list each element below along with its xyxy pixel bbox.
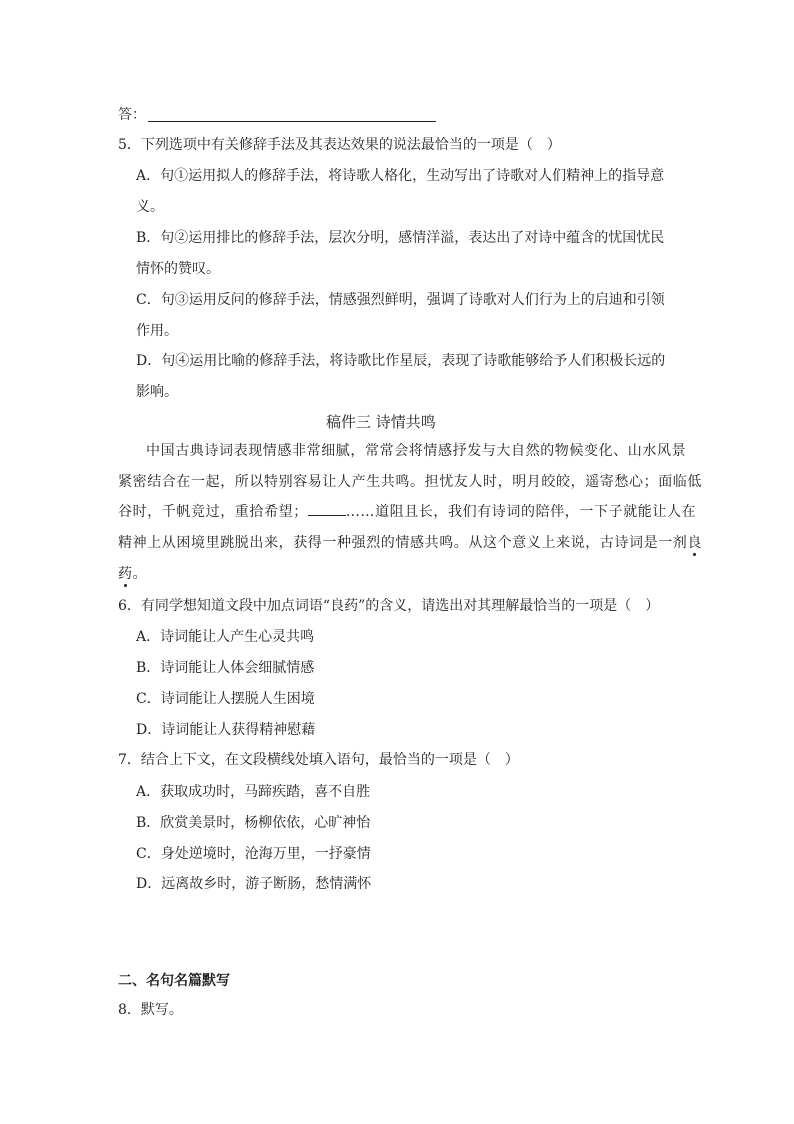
q5-option-a-cont: 义。: [136, 199, 164, 215]
fill-in-blank: [308, 503, 346, 516]
answer-label: 答：: [118, 107, 146, 123]
q6-option-d: D．诗词能让人获得精神慰藉: [136, 722, 316, 738]
passage-line-3-end: ……道阻且长，我们有诗词的陪伴，一下子就能让人在: [345, 504, 697, 520]
passage-line-3-start: 谷时，千帆竞过，重拾希望；: [118, 504, 308, 520]
q7-option-d: D．远离故乡时，游子断肠，愁情满怀: [136, 876, 372, 892]
q6-stem: 6．有同学想知道文段中加点词语“良药”的含义，请选出对其理解最恰当的一项是（ ）: [118, 598, 660, 614]
passage-line-4: [118, 532, 702, 552]
passage-line-1: 中国古典诗词表现情感非常细腻，常常会将情感抒发与大自然的物候变化、山水风景: [146, 443, 687, 459]
q7-stem: 7．结合上下文，在文段横线处填入语句，最恰当的一项是（ ）: [118, 752, 519, 768]
passage-line-5-end: 。: [132, 566, 148, 582]
answer-blank: [148, 121, 436, 122]
passage-line-2: 紧密结合在一起，所以特别容易让人产生共鸣。担忧友人时，明月皎皎，遥寄愁心；面临低: [118, 474, 702, 490]
q5-option-d: D．句④运用比喻的修辞手法，将诗歌比作星辰，表现了诗歌能够给予人们积极长远的: [136, 353, 666, 369]
emphasis-char-yao: 药: [118, 566, 133, 582]
q5-stem: 5．下列选项中有关修辞手法及其表达效果的说法最恰当的一项是（ ）: [118, 137, 561, 153]
q6-option-c: C．诗词能让人摆脱人生困境: [136, 691, 315, 707]
section-title: 稿件三 诗情共鸣: [326, 413, 436, 431]
passage-line-4-text: 精神上从困境里跳脱出来，获得一种强烈的情感共鸣。从这个意义上来说，古诗词是一剂: [118, 535, 688, 551]
q7-option-c: C．身处逆境时，沧海万里，一抒豪情: [136, 846, 371, 862]
q6-option-a: A．诗词能让人产生心灵共鸣: [136, 629, 315, 645]
q5-option-a: A．句①运用拟人的修辞手法，将诗歌人格化，生动写出了诗歌对人们精神上的指导意: [136, 168, 665, 184]
q8-stem: 8．默写。: [118, 1002, 183, 1018]
emphasis-char-liang: 良: [687, 535, 703, 551]
q5-option-b: B．句②运用排比的修辞手法，层次分明，感情洋溢，表达出了对诗中蕴含的忧国忧民: [136, 230, 665, 246]
q5-option-b-cont: 情怀的赞叹。: [136, 261, 220, 277]
q5-option-c: C．句③运用反问的修辞手法，情感强烈鲜明，强调了诗歌对人们行为上的启迪和引领: [136, 292, 665, 308]
q5-option-c-cont: 作用。: [136, 323, 178, 339]
part-2-heading: 二、名句名篇默写: [118, 973, 230, 989]
q7-option-a: A．获取成功时，马蹄疾踏，喜不自胜: [136, 784, 371, 800]
passage-line-3: [118, 501, 696, 521]
q6-option-b: B．诗词能让人体会细腻情感: [136, 660, 315, 676]
passage-line-5: [118, 563, 147, 583]
q5-option-d-cont: 影响。: [136, 384, 178, 400]
q7-option-b: B．欣赏美景时，杨柳依依，心旷神怡: [136, 815, 371, 831]
